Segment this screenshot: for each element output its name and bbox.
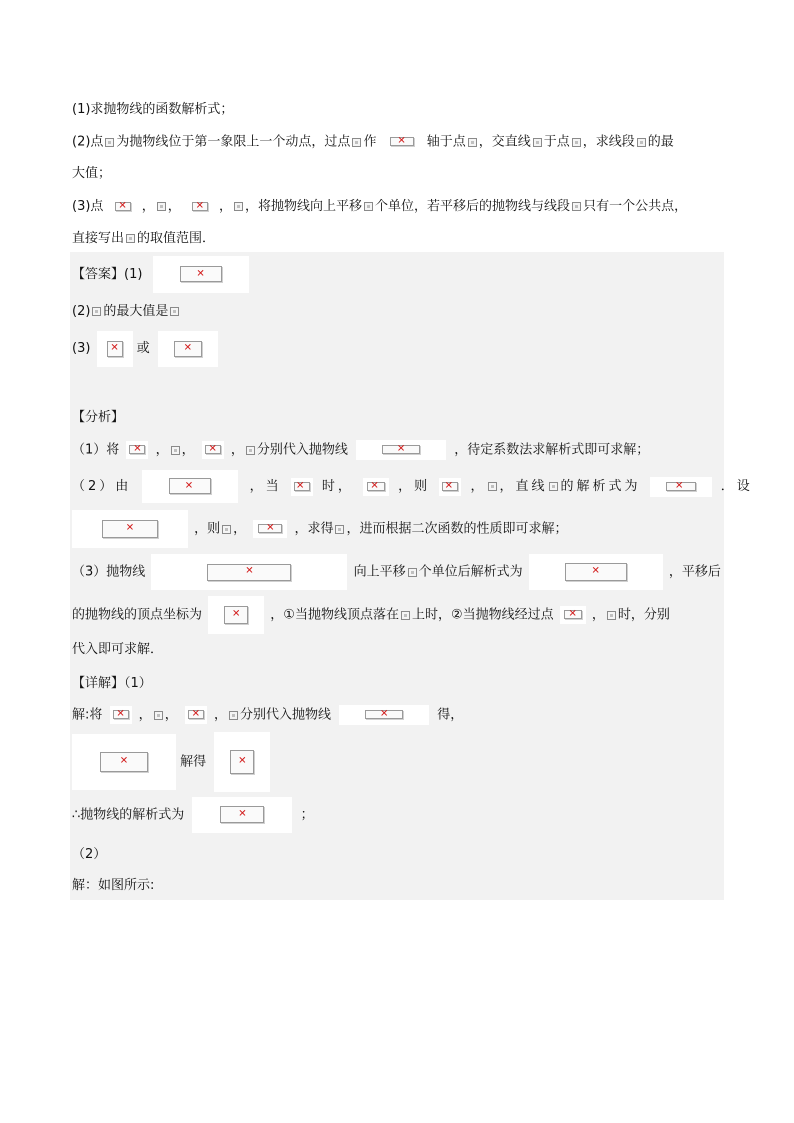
broken-image-icon: ✕ — [439, 478, 461, 496]
broken-image-icon: ✕ — [110, 706, 132, 724]
broken-image-icon: ✕ — [142, 470, 238, 503]
missing-image-icon — [607, 611, 616, 620]
missing-image-icon — [335, 525, 344, 534]
missing-image-icon — [549, 482, 558, 491]
missing-image-icon — [154, 711, 163, 720]
missing-image-icon — [637, 138, 646, 147]
question-2-cont: 大值； — [72, 166, 112, 181]
missing-image-icon — [364, 202, 373, 211]
missing-image-icon — [126, 234, 135, 243]
answer-3: (3) ✕ 或 ✕ — [72, 330, 218, 368]
missing-image-icon — [171, 446, 180, 455]
missing-image-icon — [234, 202, 243, 211]
missing-image-icon — [533, 138, 542, 147]
question-3: (3)点 ✕ ， ， ✕ ， ，将抛物线向上平移 个单位，若平移后的抛物线与线段 只有一个公共点， — [72, 199, 688, 214]
missing-image-icon — [572, 138, 581, 147]
broken-image-icon: ✕ — [387, 132, 417, 152]
missing-image-icon — [222, 525, 231, 534]
missing-image-icon — [352, 138, 361, 147]
analysis-title: 【分析】 — [72, 410, 125, 425]
question-3-cont: 直接写出 的取值范围． — [72, 231, 216, 246]
analysis-p1: （1）将 ✕ ， ， ✕ ， 分别代入抛物线 ✕ ，待定系数法求解析式即可求解； — [72, 440, 649, 461]
broken-image-icon: ✕ — [214, 732, 270, 792]
broken-image-icon: ✕ — [72, 510, 188, 548]
detail-part2: （2） — [72, 847, 107, 862]
missing-image-icon — [157, 202, 166, 211]
missing-image-icon — [468, 138, 477, 147]
broken-image-icon: ✕ — [72, 734, 176, 790]
detail-line1: 解:将 ✕ ， ， ✕ ， 分别代入抛物线 ✕ 得， — [72, 705, 463, 726]
broken-image-icon: ✕ — [185, 706, 207, 724]
broken-image-icon: ✕ — [208, 596, 264, 634]
broken-image-icon: ✕ — [560, 606, 586, 624]
missing-image-icon — [246, 446, 255, 455]
missing-image-icon — [92, 307, 101, 316]
missing-image-icon — [488, 482, 497, 491]
broken-image-icon: ✕ — [126, 441, 148, 459]
broken-image-icon: ✕ — [151, 554, 347, 590]
broken-image-icon: ✕ — [189, 198, 211, 216]
broken-image-icon: ✕ — [253, 520, 287, 538]
broken-image-icon: ✕ — [339, 705, 429, 725]
detail-solve: ✕ 解得 ✕ — [72, 732, 270, 792]
broken-image-icon: ✕ — [153, 256, 249, 293]
broken-image-icon: ✕ — [158, 331, 218, 367]
missing-image-icon — [105, 138, 114, 147]
answer-2: (2) 的最大值是 — [72, 302, 181, 322]
question-1: (1)求抛物线的函数解析式； — [72, 102, 234, 117]
broken-image-icon: ✕ — [650, 477, 712, 497]
broken-image-icon: ✕ — [356, 440, 446, 460]
broken-image-icon: ✕ — [202, 441, 224, 459]
missing-image-icon — [572, 202, 581, 211]
detail-figure-note: 解：如图所示: — [72, 878, 155, 893]
analysis-p3-line3: 代入即可求解． — [72, 642, 164, 657]
analysis-p2-line2: ✕ ，则 ， ✕ ，求得 ，进而根据二次函数的性质即可求解； — [72, 510, 567, 548]
detail-title: 【详解】（1） — [72, 676, 152, 691]
analysis-p3-line2: 的抛物线的顶点坐标为 ✕ ，①当抛物线顶点落在 上时，②当抛物线经过点 ✕ ， 时，分别 — [72, 596, 670, 634]
detail-result: ∴抛物线的解析式为 ✕ ； — [72, 797, 314, 833]
missing-image-icon — [170, 307, 179, 316]
analysis-p2-line1: （2）由 ✕ ，当 ✕ 时， ✕ ，则 ✕ ， ，直线 的解析式为 ✕ ．设 — [72, 470, 753, 504]
broken-image-icon: ✕ — [112, 198, 134, 216]
analysis-p3-line1: （3）抛物线 ✕ 向上平移 个单位后解析式为 ✕ ，平移后 — [72, 554, 721, 590]
broken-image-icon: ✕ — [291, 478, 313, 496]
question-2: (2)点 为抛物线位于第一象限上一个动点，过点 作 ✕ 轴于点 ，交直线 于点 ，求线段 的最 — [72, 132, 674, 153]
broken-image-icon: ✕ — [97, 331, 133, 367]
missing-image-icon — [401, 611, 410, 620]
broken-image-icon: ✕ — [192, 797, 292, 833]
broken-image-icon: ✕ — [363, 478, 389, 496]
missing-image-icon — [229, 711, 238, 720]
missing-image-icon — [408, 568, 417, 577]
answer-1: 【答案】(1) ✕ — [72, 256, 249, 294]
broken-image-icon: ✕ — [529, 554, 663, 590]
